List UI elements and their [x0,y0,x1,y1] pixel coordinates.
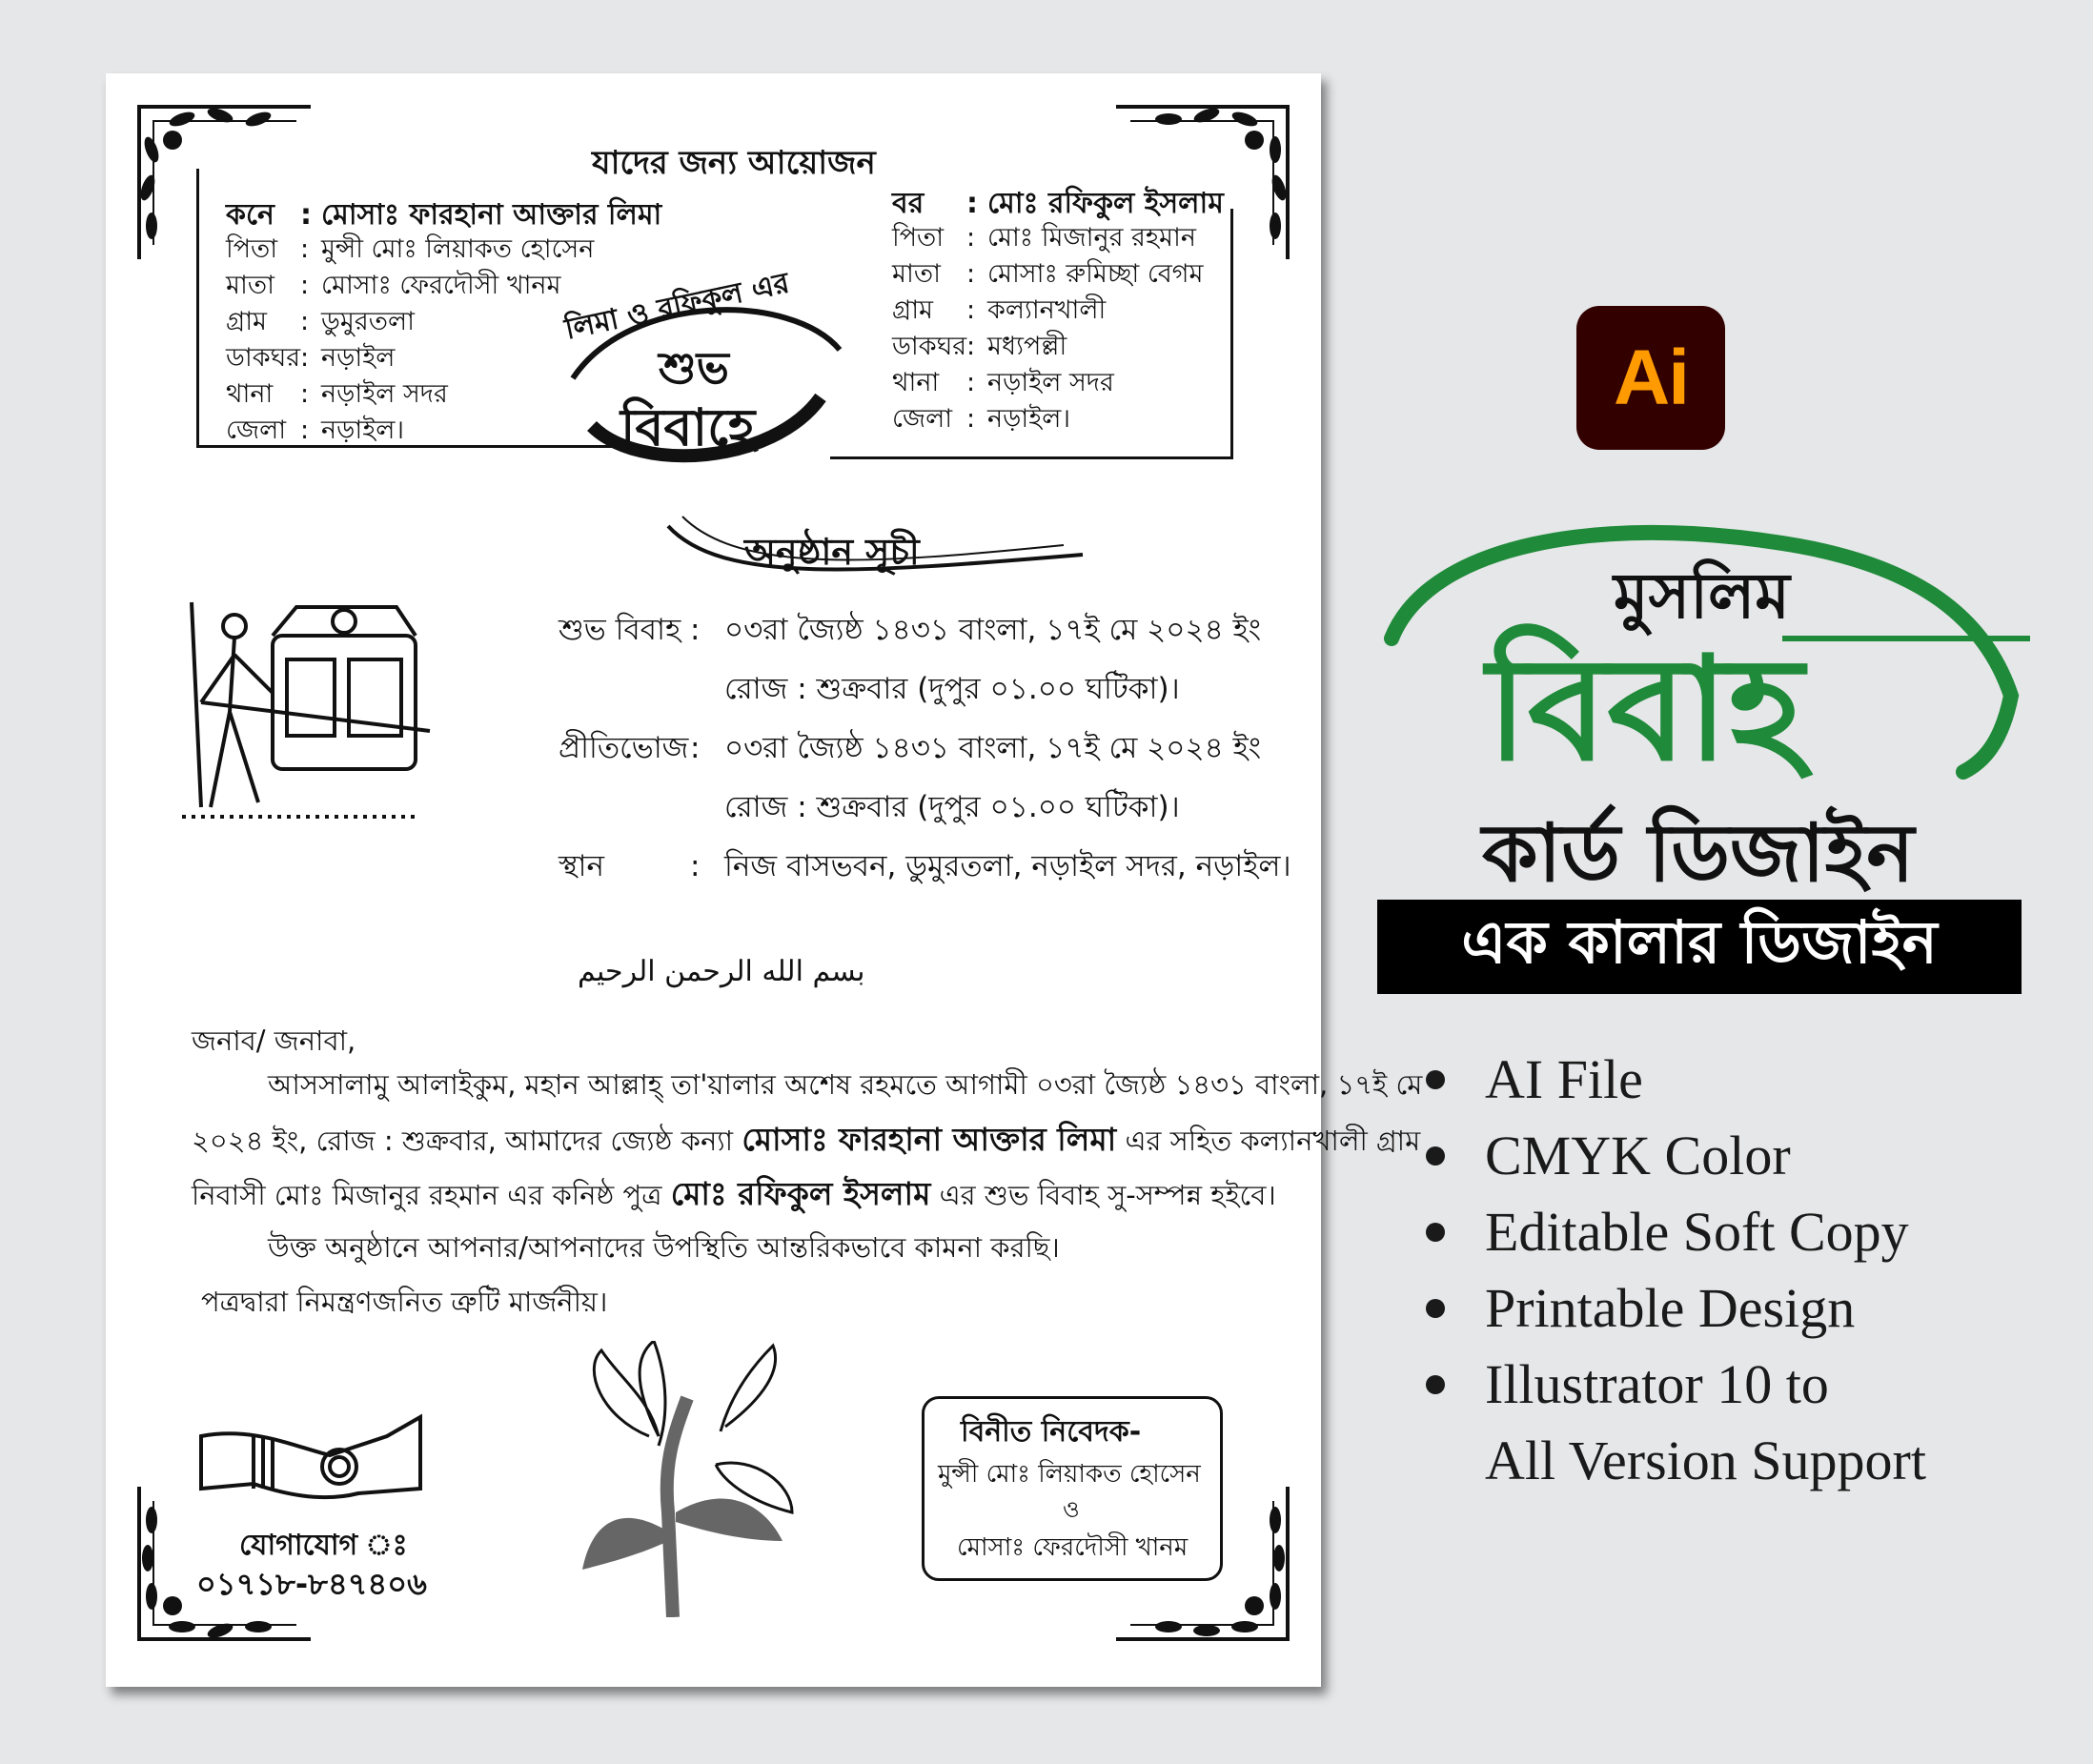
schedule-row: স্থান : নিজ বাসভবন, ডুমুরতলা, নড়াইল সদর, নড়াইল। [559,849,1291,883]
contact-number: ০১৭১৮-৮৪৭৪০৬ [196,1566,427,1602]
schedule-time: রোজ : শুক্রবার (দুপুর ০১.০০ ঘটিকা)। [724,672,1180,706]
groom-name-highlight: মোঃ রফিকুল ইসলাম [670,1175,931,1212]
title-top: মুসলিম [1614,559,1790,633]
bride-name-highlight: মোসাঃ ফারহানা আক্তার লিমা [742,1121,1117,1158]
feature-list [1420,1042,1926,1499]
title-sub: কার্ড ডিজাইন [1482,806,1915,900]
groom-row: জেলা : নড়াইল। [892,404,1071,434]
letter-line: নিবাসী মোঃ মিজানুর রহমান এর কনিষ্ঠ পুত্র মোঃ রফিকুল ইসলাম এর শুভ বিবাহ সু-সম্পন্ন হইবে। [192,1175,1276,1212]
couple-emblem [554,235,859,474]
title-main: বিবাহ [1487,627,1804,793]
bride-row: গ্রাম : ডুমুরতলা [226,307,415,336]
bride-row: কনে : মোসাঃ ফারহানা আক্তার লিমা [226,198,662,232]
emblem-names: লিমা ও রফিকুল এর [561,266,793,347]
palanquin-illustration-icon [182,588,439,826]
schedule-row: প্রীতিভোজ: ০৩রা জ্যৈষ্ঠ ১৪৩১ বাংলা, ১৭ই মে ২০২৪ ইং [559,731,1262,765]
illustrator-logo-icon: Ai [1576,306,1725,450]
letter-line: আসসালামু আলাইকুম, মহান আল্লাহ্ তা'য়ালার অশেষ রহমতে আগামী ০৩রা জ্যৈষ্ঠ ১৪৩১ বাংলা, ১৭ই মে [268,1068,1423,1101]
sender-and: ও [1063,1496,1080,1523]
emblem-shubho: শুভ [659,342,729,394]
groom-row: গ্রাম : কল্যানখালী [892,295,1107,325]
sender-box [922,1396,1223,1581]
bride-row: জেলা : নড়াইল। [226,416,405,445]
bride-row: থানা : নড়াইল সদর [226,379,448,409]
wedding-card [106,73,1423,1687]
letter-line: ২০২৪ ইং, রোজ : শুক্রবার, আমাদের জ্যেষ্ঠ কন্যা মোসাঃ ফারহানা আক্তার লিমা এর সহিত কল্যানখালী গ্রাম [192,1121,1421,1158]
schedule-time: রোজ : শুক্রবার (দুপুর ০১.০০ ঘটিকা)। [724,790,1180,824]
bismillah-calligraphy: بسم الله الرحمن الرحيم [578,955,865,988]
program-heading-block [663,507,1102,593]
salutation: জনাব/ জনাবা, [192,1024,356,1057]
feature-item: CMYK Color [1420,1118,1926,1194]
feature-item: Illustrator 10 to [1420,1347,1926,1423]
emblem-bibahe: বিবাহে [620,397,756,457]
feature-item: All Version Support [1485,1429,1926,1491]
schedule-row: শুভ বিবাহ : ০৩রা জ্যৈষ্ঠ ১৪৩১ বাংলা, ১৭ই মে ২০২৪ ইং [559,613,1262,647]
bride-row: পিতা : মুন্সী মোঃ লিয়াকত হোসেন [226,234,595,264]
feature-item: AI File [1420,1042,1926,1118]
feature-item: Printable Design [1420,1270,1926,1347]
groom-row: মাতা : মোসাঃ রুমিচ্ছা বেগম [892,259,1204,289]
bride-row: মাতা : মোসাঃ ফেরদৌসী খানম [226,271,561,300]
groom-row: বর : মোঃ রফিকুল ইসলাম [892,187,1224,220]
feature-item: Editable Soft Copy [1420,1194,1926,1270]
groom-row: থানা : নড়াইল সদর [892,368,1114,397]
program-heading: অনুষ্ঠান সূচী [744,531,920,573]
organizers-heading: যাদের জন্য আয়োজন [592,144,876,182]
lily-flower-icon [563,1341,802,1617]
groom-row: পিতা : মোঃ মিজানুর রহমান [892,223,1196,253]
handshake-illustration-icon [196,1398,425,1512]
sender-name: মুন্সী মোঃ লিয়াকত হোসেন [938,1460,1201,1489]
bride-row: ডাকঘর: নড়াইল [226,343,396,373]
groom-row: ডাকঘর: মধ্যপল্লী [892,332,1067,361]
sender-heading: বিনীত নিবেদক- [961,1415,1142,1449]
contact-label: যোগাযোগ ঃ [239,1529,408,1562]
letter-line: উক্ত অনুষ্ঠানে আপনার/আপনাদের উপস্থিতি আন্তরিকভাবে কামনা করছি। [268,1231,1060,1264]
sender-name: মোসাঃ ফেরদৌসী খানম [957,1533,1189,1562]
single-color-banner: এক কালার ডিজাইন [1377,900,2022,994]
letter-line: পত্রদ্বারা নিমন্ত্রণজনিত ত্রুটি মার্জনীয়। [201,1286,608,1318]
